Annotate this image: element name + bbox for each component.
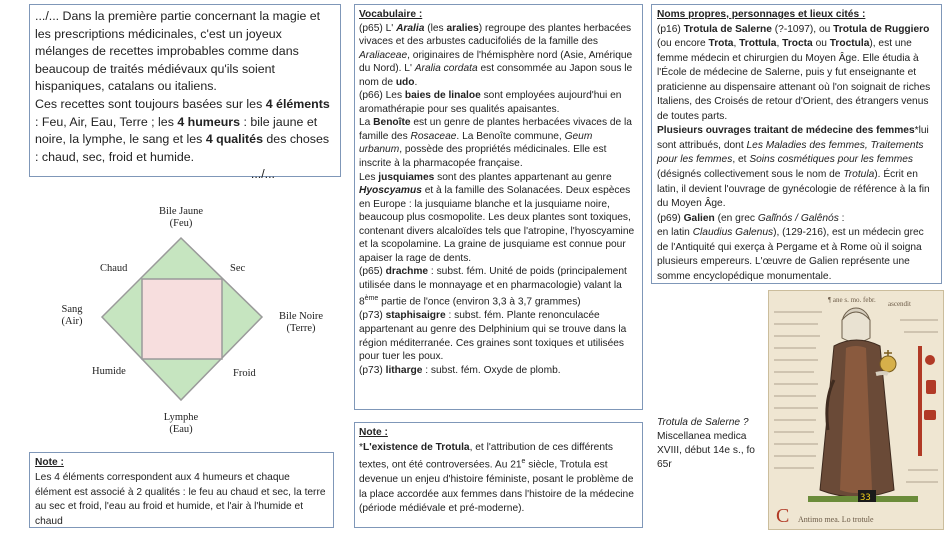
- vocabulary-title: Vocabulaire :: [359, 9, 423, 20]
- caption-text: Miscellanea medica XVIII, début 14e s., fo 65r: [657, 431, 755, 470]
- vocab-entry-litharge: (p73) litharge : subst. fém. Oxyde de plomb.: [359, 364, 561, 376]
- vocab-entry-drachme: (p65) drachme : subst. fém. Unité de poids (principalement utilisée dans le monnayage et en pharmacologie) valant la 8ème partie de l'once (environ 3,3 à 3,7 grammes): [359, 266, 627, 308]
- vocab-entry-jusquiames: Les jusquiames sont des plantes appartenant au genre Hyoscyamus et à la famille des Solanacées. Deux espèces en Europe : la jusquiame blanche et la jusquiame noire, beaucoup plus cosmopolite. Les deux plantes sont toxiques, contenant divers alcaloïdes tels que l'atropine, l'hyoscyamine et la scopolamine. La graine de jusquiame est connue pour apaiser la rage de dents.: [359, 171, 635, 264]
- intro-textbox: [29, 4, 341, 182]
- label-sang: Sang (Air): [61, 304, 83, 327]
- label-humide: Humide: [92, 366, 126, 377]
- manuscript-mid-line: ascendit: [888, 300, 911, 308]
- label-bile-jaune: Bile Jaune (Feu): [158, 206, 204, 229]
- intro-continuation: .../...: [250, 167, 275, 182]
- label-lymphe: Lymphe (Eau): [163, 412, 199, 435]
- proper-names-box: [651, 4, 942, 284]
- names-entry-ouvrages: Plusieurs ouvrages traitant de médecine des femmes*lui sont attribués, dont Les Maladies des femmes, Traitements pour les femmes, et Soins cosmétiques pour les femmes (désignés collectivement sous le nom de Trotula). Écrit en latin, il devient l'ouvrage de gynécologie de référence à la fin du Moyen Âge.: [657, 125, 930, 210]
- proper-names-title: Noms propres, personnages et lieux cités :: [657, 9, 866, 20]
- humors-diagram: [40, 200, 340, 445]
- vocab-entry-staphisaigre: (p73) staphisaigre : subst. fém. Plante renonculacée appartenant au genre des Delphinium qui se trouve dans la région méditerranée. Ces graines sont toxiques et utilisées pour tuer les poux.: [359, 310, 627, 363]
- manuscript-bottom-line: Antimo mea. Lo trotule: [798, 515, 874, 524]
- trotula-note-box: [354, 422, 643, 528]
- qualities-square: [142, 279, 222, 359]
- diagram-note-box: [29, 452, 334, 528]
- caption-title: Trotula de Salerne ?: [657, 417, 749, 428]
- vocab-entry-linaloe: (p66) Les baies de linaloe sont employées aujourd'hui en aromathérapie pour ses qualités apaisantes.: [359, 90, 622, 115]
- diagram-note-title: Note :: [35, 457, 64, 468]
- label-bile-noire: Bile Noire (Terre): [278, 311, 324, 334]
- vocab-entry-benoite: La Benoîte est un genre de plantes herbacées vivaces de la famille des Rosaceae. La Benoîte commune, Geum urbanum, possède des propriétés médicinales. Elle est inscrite à la pharmacopée française.: [359, 117, 632, 170]
- manuscript-image: [768, 290, 944, 530]
- label-chaud: Chaud: [100, 263, 128, 274]
- vocab-entry-aralia: (p65) L' Aralia (les aralies) regroupe des plantes herbacées vivaces et des arbustes caducifoliés de la famille des Araliaceae, originaires de l'hémisphère nord (Asie, Amérique du Nord). L' Aralia cordata est consommée au Japon sous le nom de udo.: [359, 22, 633, 88]
- intro-paragraph-1: .../... Dans la première partie concernant la magie et les prescriptions médicinales, c'est un joyeux mélanges de recettes improbables comme dans beaucoup de traités médiévaux qu'ils soient hispaniques, catalans ou italiens.: [35, 9, 321, 94]
- diagram-note-text: Les 4 éléments correspondent aux 4 humeurs et chaque élément est associé à 2 qualités : le feu au chaud et sec, la terre au sec et froid, l'eau au froid et humide, et l'air à l'humide et chaud: [35, 471, 326, 528]
- trotula-illumination: [768, 290, 944, 530]
- trotula-note-text: *L'existence de Trotula, et l'attribution de ces différents textes, ont été controversées. Au 21e siècle, Trotula est devenue un enjeu d'histoire féministe, posant le problème de la place accordée aux femmes dans l'histoire de la médecine (période médiévale et pré-moderne).: [359, 441, 634, 515]
- vocabulary-box: [354, 4, 643, 410]
- svg-text:C: C: [776, 505, 790, 527]
- names-entry-trotula: (p16) Trotula de Salerne (?-1097), ou Trotula de Ruggiero (ou encore Trota, Trottula, Trocta ou Troctula), est une femme médecin et chirurgien du Moyen Âge. Elle étudia à l'École de médecine de Salerne, puis y fut enseignante et praticienne au dispensaire attenant où l'on soignait de riches Italiens, des Croisés de retour d'Orient, des étrangers venus de toutes parts.: [657, 23, 931, 122]
- label-sec: Sec: [230, 263, 246, 274]
- image-caption: [657, 416, 765, 472]
- intro-paragraph-2: Ces recettes sont toujours basées sur les 4 éléments : Feu, Air, Eau, Terre ; les 4 humeurs : bile jaune et noire, la lymphe, le sang et les 4 qualités des choses : chaud, sec, froid et humide.: [35, 96, 330, 164]
- manuscript-top-line: ¶ ane s. mo. febr.: [828, 296, 876, 304]
- manuscript-page-number: 33: [860, 493, 871, 503]
- names-entry-galien: (p69) Galien (en grec Galĭnós / Galênós : en latin Claudius Galenus), (129-216), est un médecin grec de l'Antiquité qui exerça à Pergame et à Rome où il soigna plusieurs empereurs. L'œuvre de Galien représente une somme encyclopédique monumentale.: [657, 212, 924, 282]
- label-froid: Froid: [233, 368, 256, 379]
- trotula-note-title: Note :: [359, 427, 388, 438]
